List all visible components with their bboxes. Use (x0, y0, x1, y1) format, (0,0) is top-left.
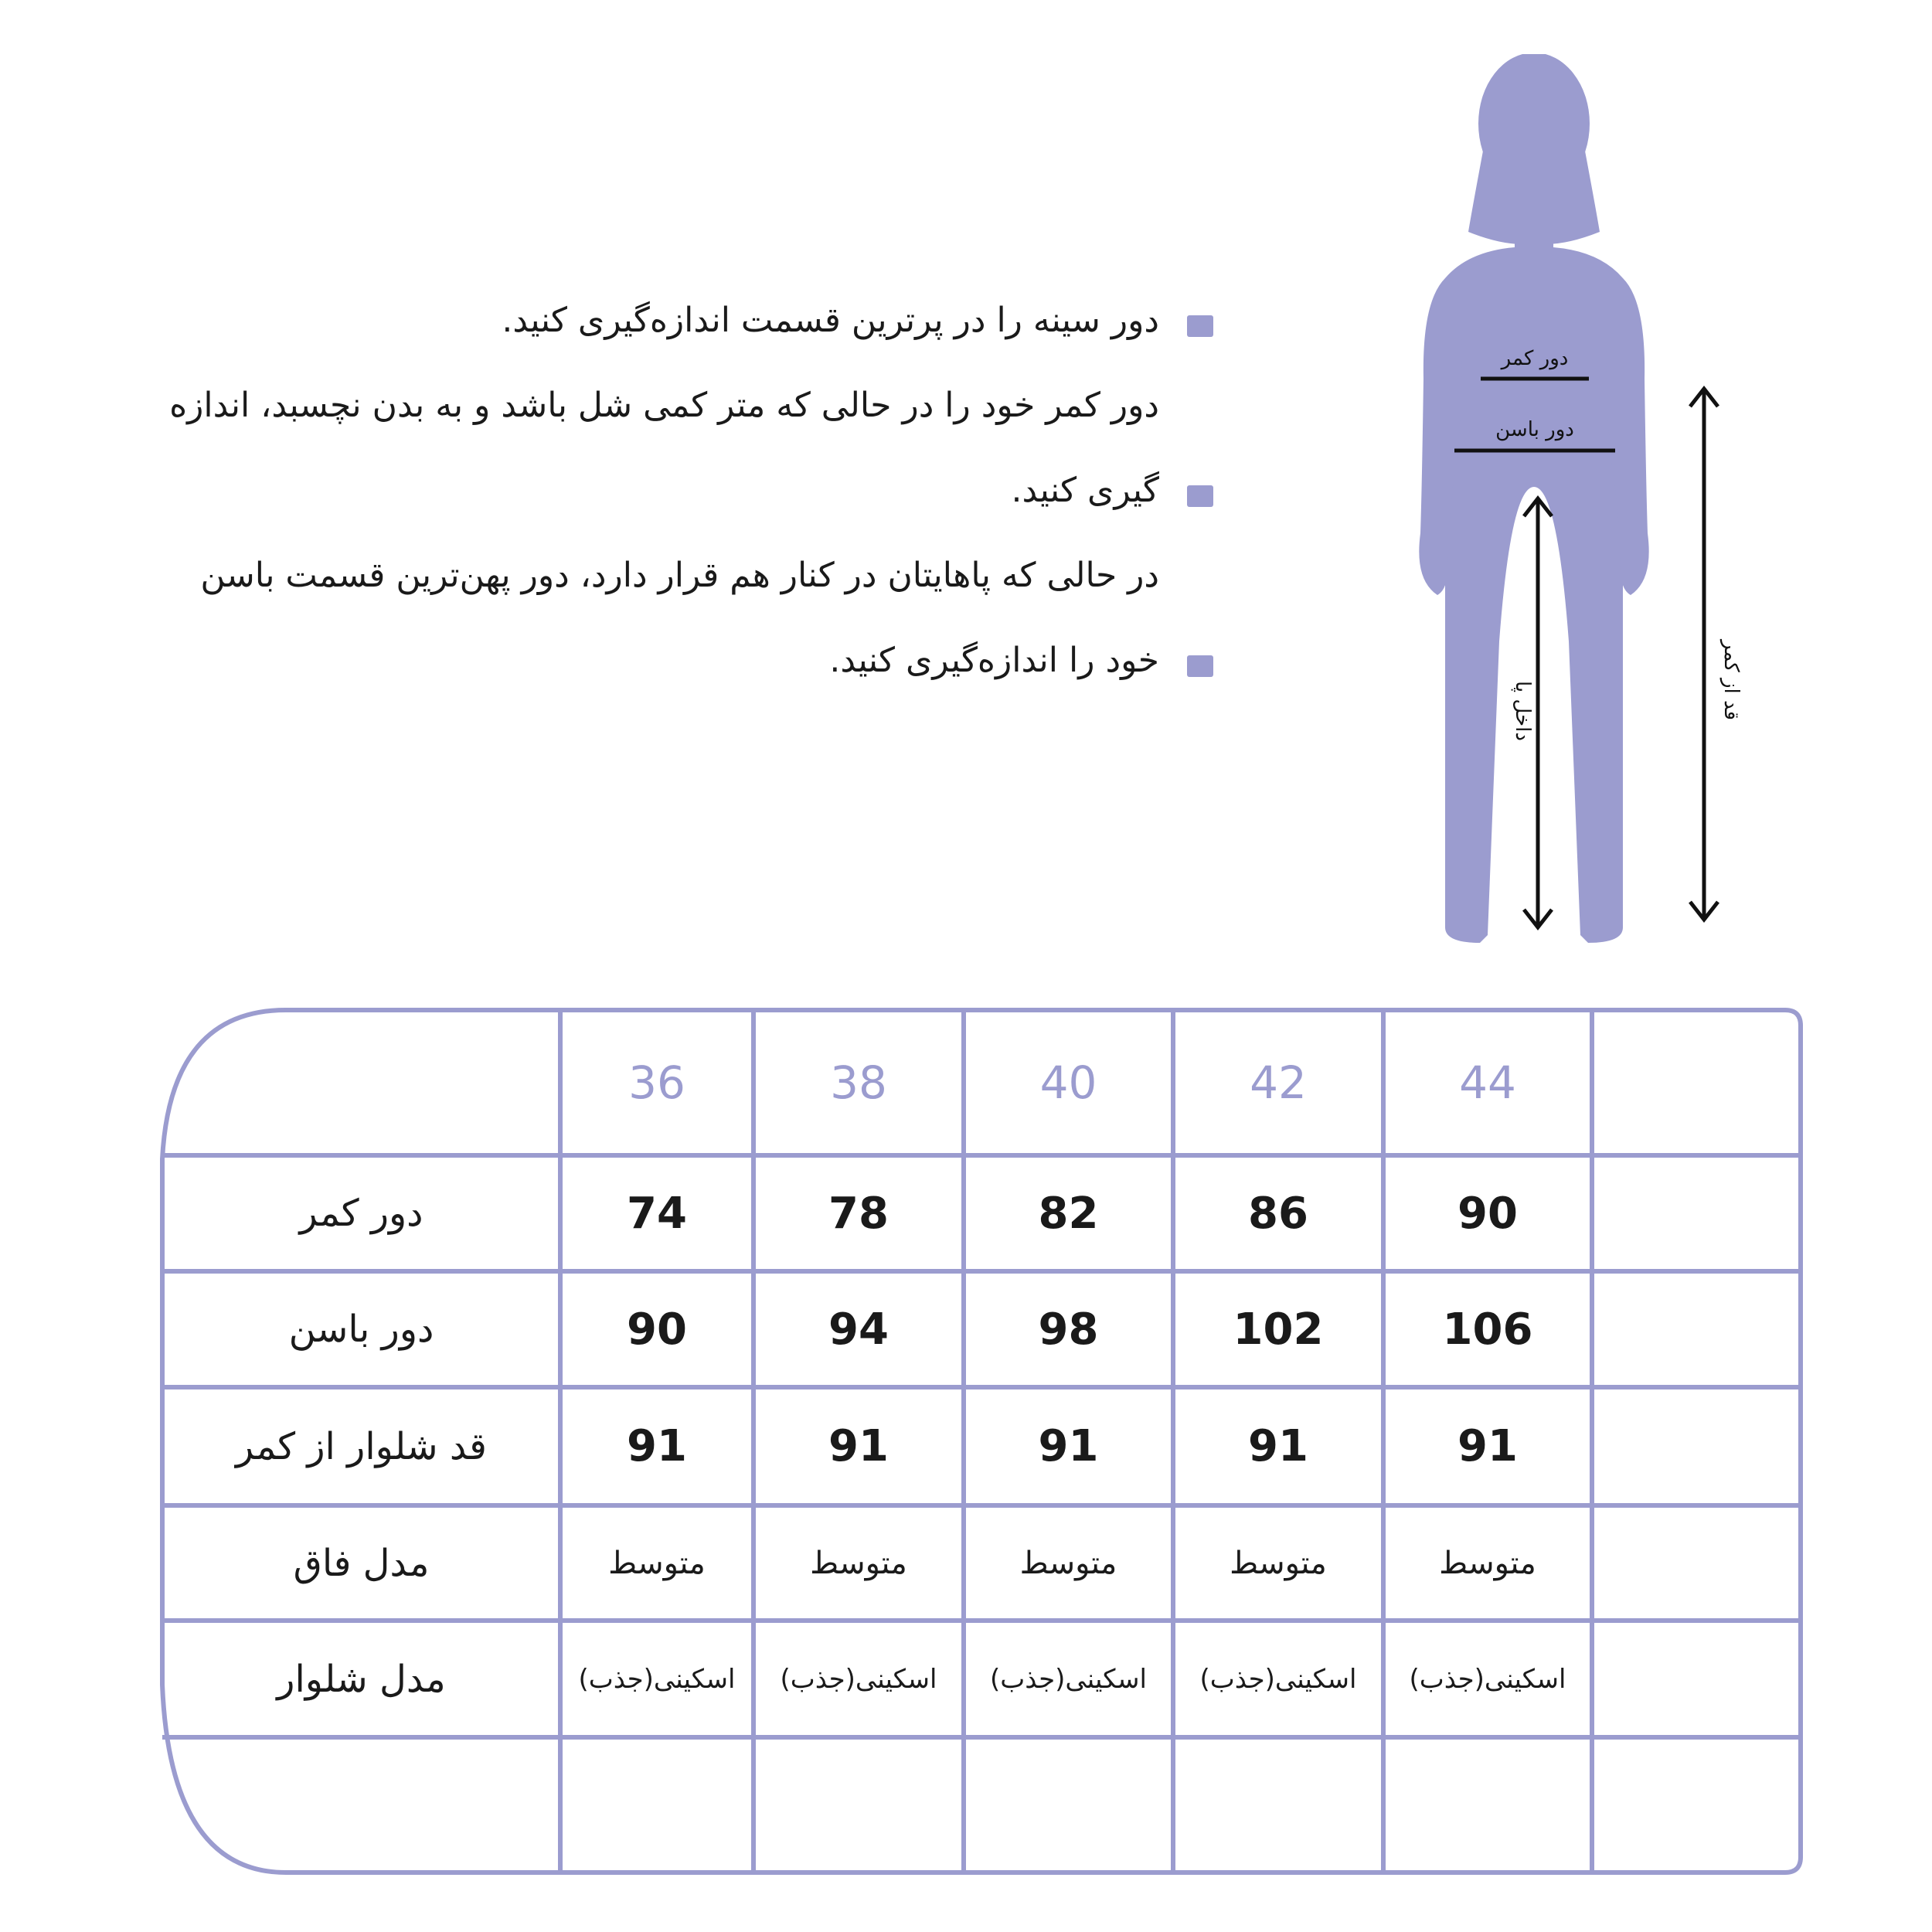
bullet-square-icon (1187, 315, 1213, 337)
bullet-square-icon (1187, 655, 1213, 677)
table-cell: 90 (1458, 1188, 1518, 1239)
instruction-chest (116, 278, 1213, 363)
inseam-figure-label: داخل پا (1511, 681, 1534, 741)
size-header-42: 42 (1250, 1056, 1307, 1109)
instruction-line: دور کمر خود را در حالی که متر کمی شل باشد و به بدن نچسبد، اندازه (169, 386, 1159, 425)
row-label-hip: دور باسن (288, 1308, 434, 1351)
row-label-length: قد شلوار از کمر (236, 1424, 487, 1468)
table-cell: متوسط (608, 1545, 706, 1581)
table-cell: 91 (1248, 1421, 1308, 1471)
instruction-line: در حالی که پاهایتان در کنار هم قرار دارد، دور پهن‌ترین قسمت باسن (200, 556, 1159, 595)
table-cell: متوسط (1019, 1545, 1117, 1581)
table-cell: 102 (1233, 1304, 1324, 1355)
row-label-model: مدل شلوار (277, 1657, 446, 1701)
hip-figure-label: دور باسن (1495, 418, 1574, 441)
table-cell: 91 (828, 1421, 889, 1471)
measurement-instructions (116, 278, 1213, 703)
table-cell: 91 (627, 1421, 687, 1471)
table-cell: اسکینی(جذب) (780, 1663, 937, 1695)
table-cell: 90 (627, 1304, 687, 1355)
table-cell: 74 (627, 1188, 687, 1239)
outseam-figure-label: قد از کمر (1719, 639, 1743, 721)
table-cell: 91 (1458, 1421, 1518, 1471)
instruction-hip (116, 533, 1213, 703)
female-silhouette-icon (1391, 54, 1777, 951)
table-cell: 98 (1038, 1304, 1099, 1355)
instruction-line: گیری کنید. (1011, 471, 1159, 510)
table-cell: اسکینی(جذب) (578, 1663, 736, 1695)
size-header-38: 38 (830, 1056, 887, 1109)
row-label-rise: مدل فاق (293, 1541, 430, 1585)
table-cell: اسکینی(جذب) (1199, 1663, 1357, 1695)
table-cell: 78 (828, 1188, 889, 1239)
table-cell: متوسط (810, 1545, 907, 1581)
table-cell: 91 (1038, 1421, 1099, 1471)
body-measurement-figure (1391, 54, 1777, 951)
table-cell: 106 (1442, 1304, 1533, 1355)
waist-figure-label: دور کمر (1501, 347, 1569, 370)
instruction-line: خود را اندازه‌گیری کنید. (829, 641, 1159, 680)
instruction-line: دور سینه را در پرترین قسمت اندازه‌گیری کنید. (502, 301, 1159, 340)
table-cell: 94 (828, 1304, 889, 1355)
size-header-36: 36 (628, 1056, 685, 1109)
size-header-44: 44 (1459, 1056, 1516, 1109)
table-cell: 86 (1248, 1188, 1308, 1239)
size-table (155, 1005, 1808, 1878)
table-cell: اسکینی(جذب) (990, 1663, 1147, 1695)
bullet-square-icon (1187, 485, 1213, 507)
size-header-40: 40 (1039, 1056, 1097, 1109)
table-cell: اسکینی(جذب) (1409, 1663, 1566, 1695)
instruction-waist (116, 363, 1213, 533)
table-cell: 82 (1038, 1188, 1099, 1239)
table-cell: متوسط (1230, 1545, 1327, 1581)
table-cell: متوسط (1439, 1545, 1536, 1581)
row-label-waist: دور کمر (299, 1192, 423, 1235)
